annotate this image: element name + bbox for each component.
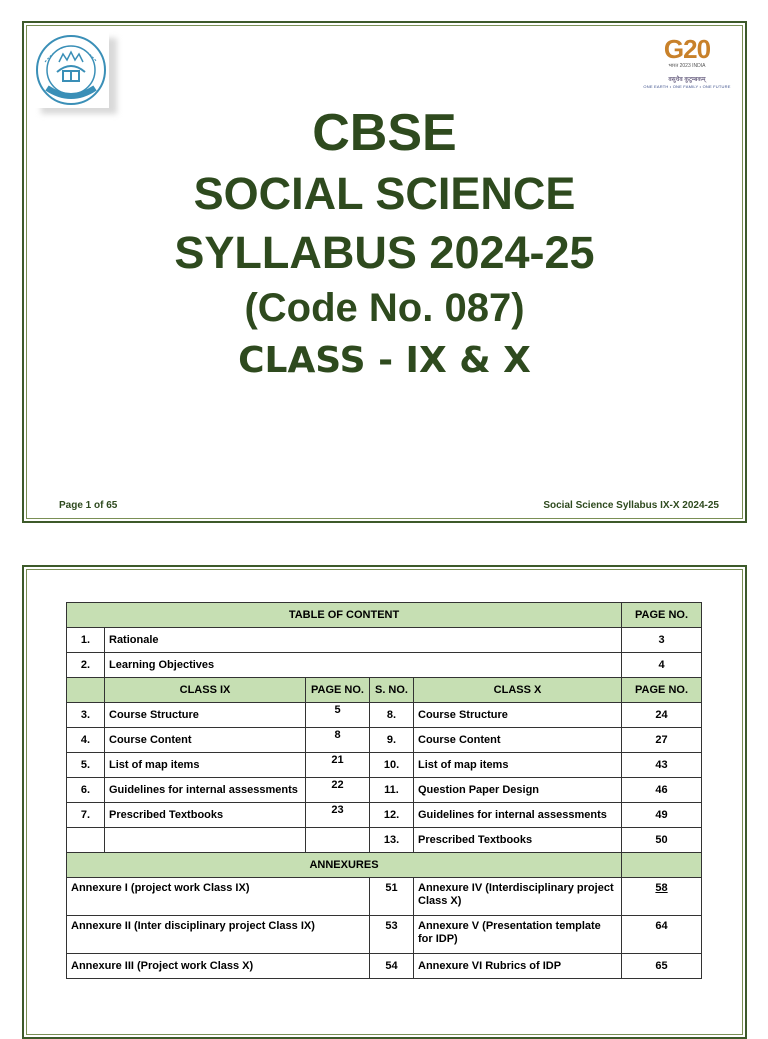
annexure-left-page: 51 bbox=[370, 878, 414, 916]
sno: 9. bbox=[370, 728, 414, 753]
table-row bbox=[67, 753, 702, 778]
row-label[interactable]: Rationale bbox=[105, 628, 622, 653]
class-x-item[interactable]: Prescribed Textbooks bbox=[414, 828, 622, 853]
table-row bbox=[67, 878, 702, 916]
toc-page bbox=[22, 565, 747, 1039]
sno: 13. bbox=[370, 828, 414, 853]
sno: 11. bbox=[370, 778, 414, 803]
class-x-page: 50 bbox=[622, 828, 702, 853]
class-x-page: 49 bbox=[622, 803, 702, 828]
row-num: 7. bbox=[67, 803, 105, 828]
g20-motto: ONE EARTH • ONE FAMILY • ONE FUTURE bbox=[643, 84, 731, 89]
class-ix-item[interactable]: Guidelines for internal assessments bbox=[105, 778, 306, 803]
annexure-right-page[interactable]: 58 bbox=[622, 878, 702, 916]
class-ix-item[interactable]: Course Structure bbox=[105, 703, 306, 728]
row-num: 6. bbox=[67, 778, 105, 803]
class-ix-page: 5 bbox=[306, 703, 370, 728]
g20-logo bbox=[641, 35, 733, 105]
row-num bbox=[67, 828, 105, 853]
annexure-left[interactable]: Annexure I (project work Class IX) bbox=[67, 878, 370, 916]
table-row bbox=[67, 653, 702, 678]
class-x-page: 43 bbox=[622, 753, 702, 778]
row-page: 3 bbox=[622, 628, 702, 653]
annexure-left-page: 54 bbox=[370, 954, 414, 979]
cbse-logo bbox=[33, 32, 109, 108]
g20-hindi: वसुधैव कुटुम्बकम् bbox=[668, 77, 706, 83]
annexure-right[interactable]: Annexure V (Presentation template for IDP) bbox=[414, 916, 622, 954]
table-row bbox=[67, 828, 702, 853]
table-row bbox=[67, 803, 702, 828]
class-ix-item[interactable]: Prescribed Textbooks bbox=[105, 803, 306, 828]
sno: 10. bbox=[370, 753, 414, 778]
blank-header-cell bbox=[67, 678, 105, 703]
annexures-blank bbox=[622, 853, 702, 878]
annexures-header: ANNEXURES bbox=[67, 853, 622, 878]
row-num: 2. bbox=[67, 653, 105, 678]
sno-header: S. NO. bbox=[370, 678, 414, 703]
class-ix-page: 23 bbox=[306, 803, 370, 828]
class-x-item[interactable]: Course Structure bbox=[414, 703, 622, 728]
x-page-header: PAGE NO. bbox=[622, 678, 702, 703]
table-row bbox=[67, 778, 702, 803]
class-x-header: CLASS X bbox=[414, 678, 622, 703]
annexure-right[interactable]: Annexure IV (Interdisciplinary project Class X) bbox=[414, 878, 622, 916]
class-x-item[interactable]: Guidelines for internal assessments bbox=[414, 803, 622, 828]
class-ix-page: 8 bbox=[306, 728, 370, 753]
subject-code: (Code No. 087) bbox=[244, 286, 525, 330]
class-ix-page: 21 bbox=[306, 753, 370, 778]
annexure-left-page: 53 bbox=[370, 916, 414, 954]
table-row bbox=[67, 628, 702, 653]
class-x-item[interactable]: Question Paper Design bbox=[414, 778, 622, 803]
annexure-right-page: 64 bbox=[622, 916, 702, 954]
class-x-page: 24 bbox=[622, 703, 702, 728]
page-number: Page 1 of 65 bbox=[59, 500, 118, 511]
toc-table bbox=[66, 602, 702, 979]
row-label[interactable]: Learning Objectives bbox=[105, 653, 622, 678]
g20-sub: भारत 2023 INDIA bbox=[668, 63, 706, 69]
cover-subtitle-1: SOCIAL SCIENCE bbox=[193, 168, 576, 219]
table-row bbox=[67, 728, 702, 753]
cover-page bbox=[22, 21, 747, 523]
ix-page-header: PAGE NO. bbox=[306, 678, 370, 703]
g20-wordmark: G20 bbox=[663, 34, 711, 64]
class-ix-item[interactable]: Course Content bbox=[105, 728, 306, 753]
sno: 8. bbox=[370, 703, 414, 728]
class-ix-page: 22 bbox=[306, 778, 370, 803]
cover-title: CBSE bbox=[312, 104, 457, 162]
annexure-left[interactable]: Annexure III (Project work Class X) bbox=[67, 954, 370, 979]
class-ix-item[interactable]: List of map items bbox=[105, 753, 306, 778]
cover-subtitle-2: SYLLABUS 2024-25 bbox=[174, 227, 595, 278]
table-row bbox=[67, 954, 702, 979]
class-ix-header: CLASS IX bbox=[105, 678, 306, 703]
annexure-right[interactable]: Annexure VI Rubrics of IDP bbox=[414, 954, 622, 979]
row-num: 1. bbox=[67, 628, 105, 653]
row-page: 4 bbox=[622, 653, 702, 678]
annexure-left[interactable]: Annexure II (Inter disciplinary project Class IX) bbox=[67, 916, 370, 954]
toc-header: TABLE OF CONTENT bbox=[67, 603, 622, 628]
class-ix-item bbox=[105, 828, 306, 853]
sno: 12. bbox=[370, 803, 414, 828]
class-ix-page bbox=[306, 828, 370, 853]
class-x-page: 27 bbox=[622, 728, 702, 753]
table-row bbox=[67, 703, 702, 728]
table-row bbox=[67, 916, 702, 954]
class-x-item[interactable]: Course Content bbox=[414, 728, 622, 753]
annexure-right-page: 65 bbox=[622, 954, 702, 979]
class-x-item[interactable]: List of map items bbox=[414, 753, 622, 778]
toc-page-header: PAGE NO. bbox=[622, 603, 702, 628]
footer-doc-title: Social Science Syllabus IX-X 2024-25 bbox=[543, 500, 719, 511]
class-x-page: 46 bbox=[622, 778, 702, 803]
row-num: 4. bbox=[67, 728, 105, 753]
class-label: CLASS - IX & X bbox=[238, 340, 531, 381]
row-num: 3. bbox=[67, 703, 105, 728]
row-num: 5. bbox=[67, 753, 105, 778]
